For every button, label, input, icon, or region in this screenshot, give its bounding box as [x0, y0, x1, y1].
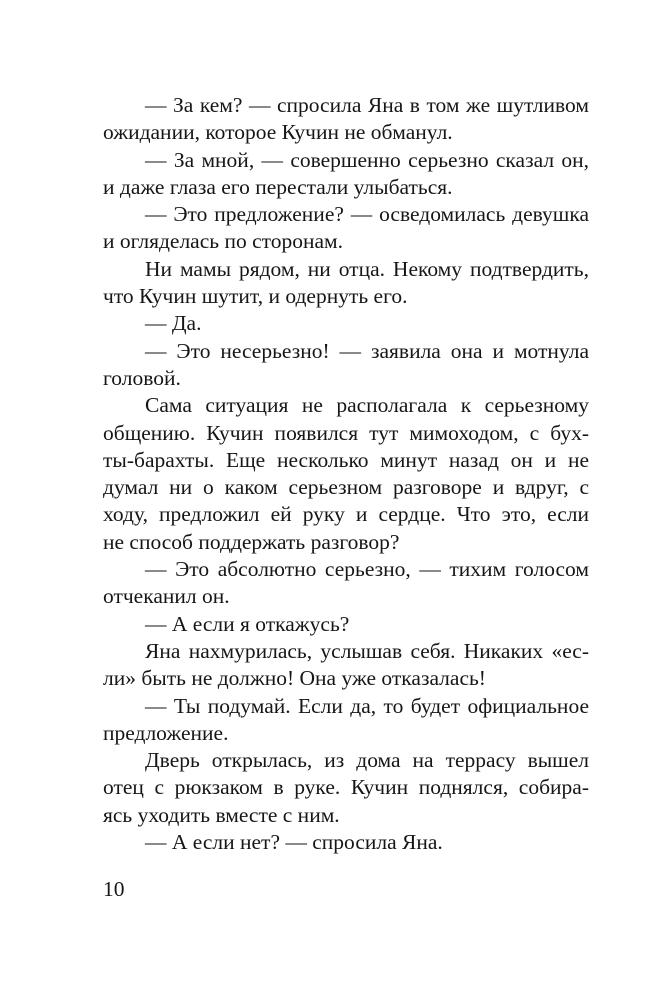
- text-line: — Да.: [145, 311, 202, 336]
- text-line: и даже глаза его перестали улыбаться.: [103, 174, 453, 199]
- page-text: [103, 92, 589, 856]
- text-line: ли» быть не должно! Она уже отказалась!: [103, 666, 486, 691]
- text-line: думал ни о каком серьезном разговоре и вдруг, с: [103, 475, 589, 500]
- text-line: — Ты подумай. Если да, то будет официальное: [145, 693, 589, 718]
- text-line: и огляделась по сторонам.: [103, 229, 344, 254]
- text-line: — А если я откажусь?: [145, 611, 350, 636]
- text-line: ты-барахты. Еще несколько минут назад он и не: [103, 447, 589, 472]
- text-line: — Это несерьезно! — заявила она и мотнула: [145, 338, 589, 363]
- text-line: общению. Кучин появился тут мимоходом, с бух-: [103, 420, 589, 445]
- text-line: — За мной, — совершенно серьезно сказал он,: [145, 147, 589, 172]
- text-line: головой.: [103, 365, 181, 390]
- text-line: Яна нахмурилась, услышав себя. Никаких «ес-: [145, 638, 589, 663]
- text-line: что Кучин шутит, и одернуть его.: [103, 284, 408, 309]
- text-line: — За кем? — спросила Яна в том же шутливом: [145, 93, 589, 117]
- text-line: — Это абсолютно серьезно, — тихим голосом: [145, 557, 589, 582]
- text-line: не способ поддержать разговор?: [103, 529, 400, 554]
- text-line: Дверь открылась, из дома на террасу вышел: [145, 748, 589, 773]
- text-line: — Это предложение? — осведомилась девушка: [145, 202, 589, 227]
- text-line: ходу, предложил ей руку и сердце. Что это, если: [103, 502, 589, 527]
- text-line: ожидании, которое Кучин не обманул.: [103, 120, 453, 145]
- text-line: предложение.: [103, 720, 229, 745]
- page-number: 10: [103, 877, 125, 901]
- text-line: Ни мамы рядом, ни отца. Некому подтвердить,: [145, 256, 589, 281]
- text-line: Сама ситуация не располагала к серьезному: [145, 393, 589, 418]
- text-line: — А если нет? — спросила Яна.: [145, 830, 443, 855]
- text-line: отчеканил он.: [103, 584, 230, 609]
- text-line: ясь уходить вместе с ним.: [103, 802, 340, 827]
- text-line: отец с рюкзаком в руке. Кучин поднялся, собира-: [103, 775, 589, 800]
